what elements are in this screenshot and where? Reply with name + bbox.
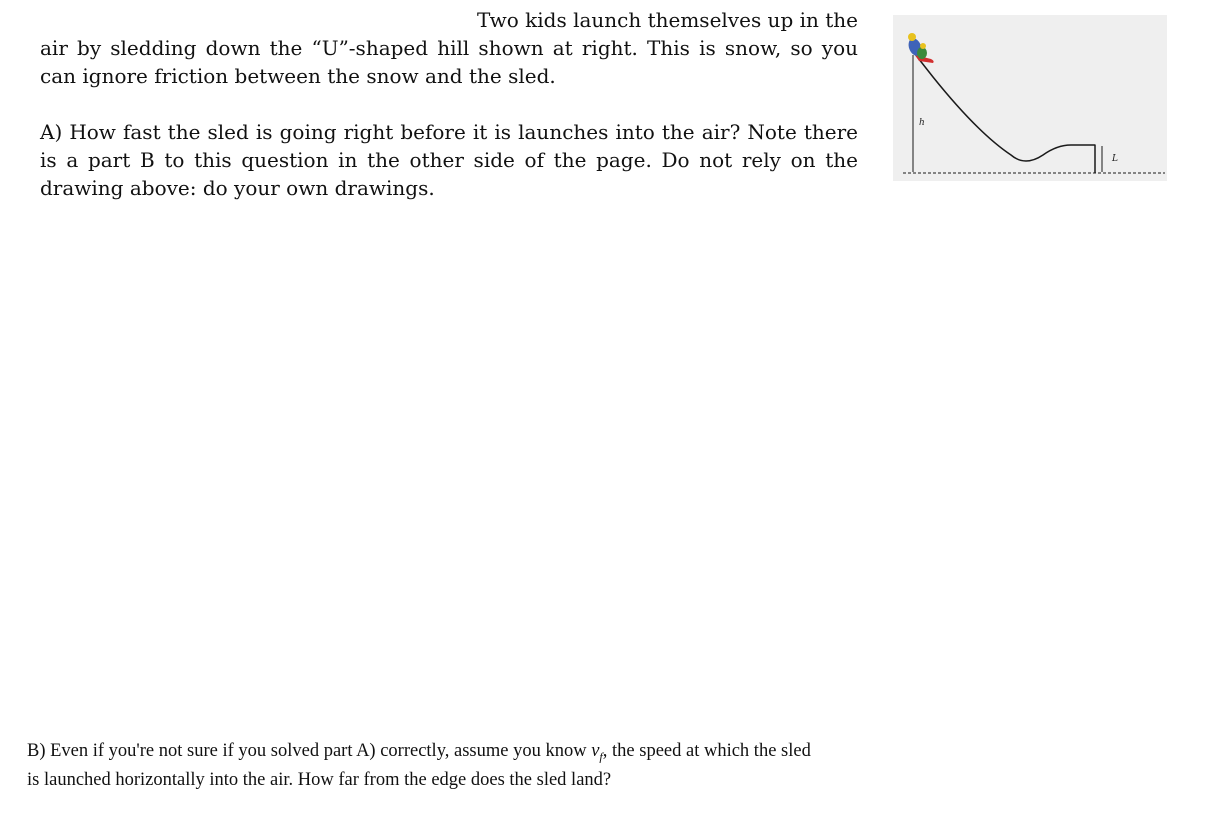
final-speed-symbol: v — [591, 741, 600, 761]
part-a-question — [40, 118, 858, 202]
part-b-question — [27, 740, 917, 792]
ledge-height-label: L — [1112, 154, 1118, 164]
part-a-line: A) How fast the sled is going right before it is launches into the air? Note there — [40, 120, 858, 144]
hill-diagram — [893, 15, 1167, 181]
kid-head-second — [920, 43, 926, 49]
intro-paragraph — [40, 6, 858, 90]
part-a-line: is a part B to this question in the other side of the page. Do not rely on the — [40, 148, 858, 172]
height-label: h — [919, 118, 925, 128]
intro-line: air by sledding down the “U”-shaped hill shown at right. This is snow, so you — [40, 36, 858, 60]
part-b-line-1 — [27, 740, 917, 769]
final-speed-subscript: f — [599, 749, 603, 764]
kid-head-yellow — [908, 33, 916, 41]
part-b-text-before-symbol: B) Even if you're not sure if you solved part A) correctly, assume you know — [27, 741, 592, 761]
intro-line: Two kids launch themselves up in the — [476, 8, 858, 32]
intro-line: can ignore friction between the snow and the sled. — [40, 64, 556, 88]
part-a-line: drawing above: do your own drawings. — [40, 176, 435, 200]
diagram-background — [893, 15, 1167, 181]
part-b-line-2: is launched horizontally into the air. How far from the edge does the sled land? — [27, 769, 612, 790]
part-b-text-after-symbol: , the speed at which the sled — [602, 741, 811, 761]
